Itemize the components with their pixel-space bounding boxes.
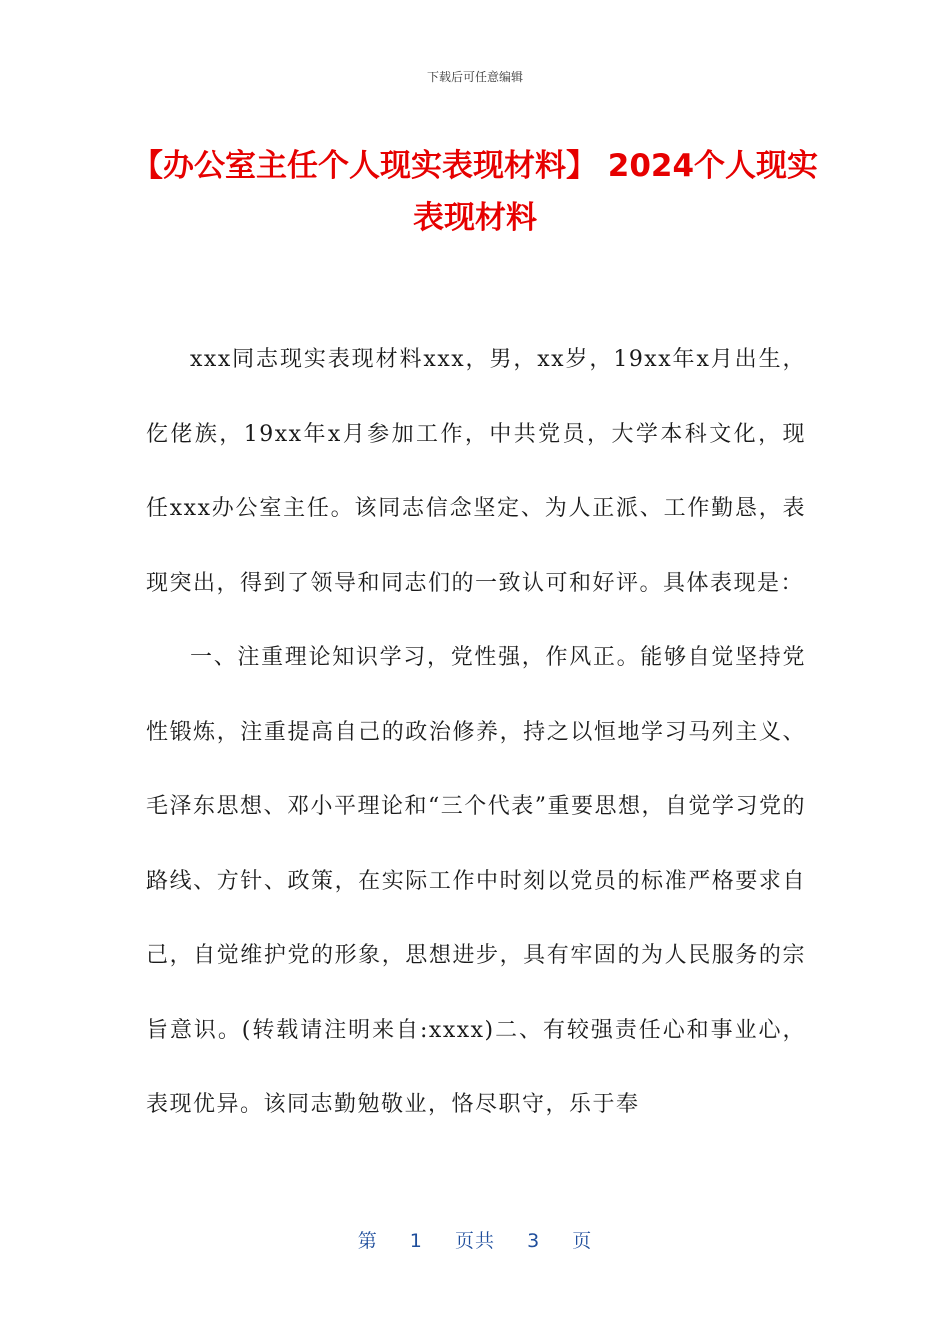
page-label-prefix: 第	[357, 1230, 378, 1252]
total-pages-number: 3	[527, 1230, 541, 1252]
current-page-number: 1	[409, 1230, 423, 1252]
document-title: 【办公室主任个人现实表现材料】 2024个人现实表现材料	[131, 148, 819, 236]
page-number-footer	[0, 1226, 950, 1253]
paragraph-intro: xxx同志现实表现材料xxx，男，xx岁，19xx年x月出生，仡佬族，19xx年x月参加工作，中共党员，大学本科文化，现任xxx办公室主任。该同志信念坚定、为人正派、工作勤恳，表现突出，得到了领导和同志们的一致认可和好评。具体表现是：	[146, 347, 806, 596]
document-body	[146, 323, 806, 1143]
page-label-middle: 页共	[454, 1230, 495, 1252]
header-note: 下载后可任意编辑	[426, 70, 523, 84]
page-label-suffix: 页	[572, 1230, 593, 1252]
paragraph-section-one: 一、注重理论知识学习，党性强，作风正。能够自觉坚持党性锻炼，注重提高自己的政治修养，持之以恒地学习马列主义、毛泽东思想、邓小平理论和“三个代表”重要思想，自觉学习党的路线、方针、政策，在实际工作中时刻以党员的标准严格要求自己，自觉维护党的形象，思想进步，具有牢固的为人民服务的宗旨意识。(转载请注明来自:xxxx)二、有较强责任心和事业心，表现优异。该同志勤勉敬业，恪尽职守，乐于奉	[146, 645, 806, 1117]
